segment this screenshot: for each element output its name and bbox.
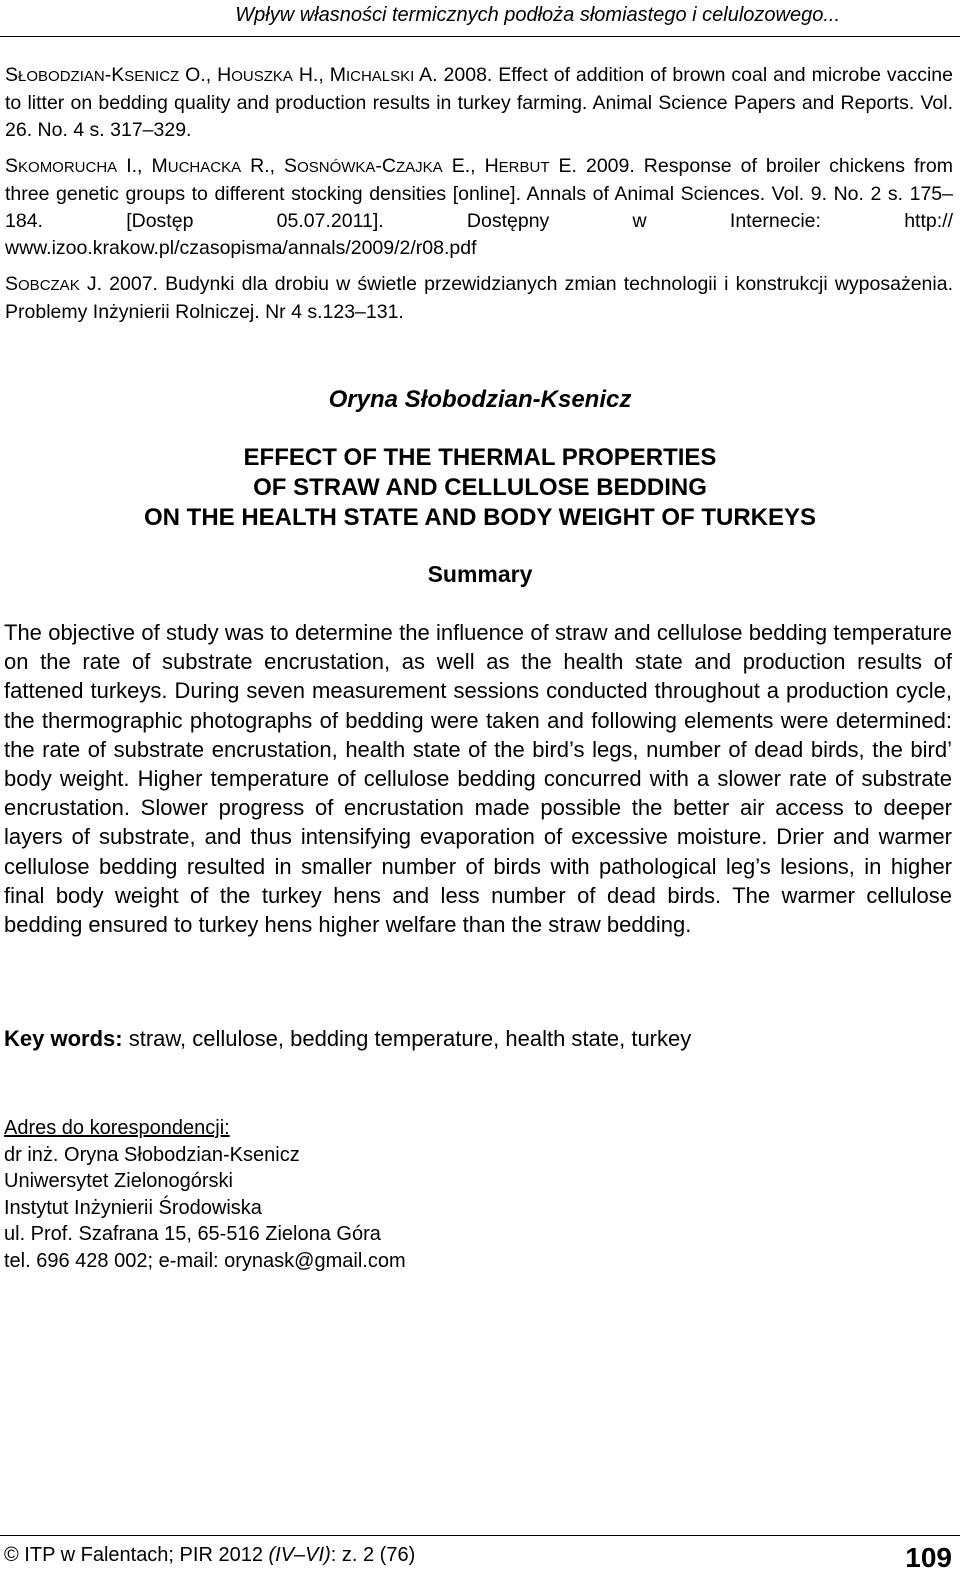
title-line: ON THE HEALTH STATE AND BODY WEIGHT OF TURKEYS	[144, 504, 816, 531]
address-line: tel. 696 428 002; e-mail: orynask@gmail.com	[4, 1249, 406, 1272]
reference-item: SOBCZAK J. 2007. Budynki dla drobiu w świetle przewidzianych zmian technologii i konstrukcji wyposażenia. Problemy Inżynierii Rolniczej. Nr 4 s.123–131.	[5, 273, 953, 323]
correspondence-heading: Adres do korespondencji:	[4, 1117, 230, 1139]
running-header	[0, 0, 960, 37]
address-line: ul. Prof. Szafrana 15, 65-516 Zielona Góra	[4, 1223, 381, 1245]
reference-text: 2008. Effect of addition of brown coal and microbe vaccine to litter on bedding quality and production results in turkey farming. Animal Science Papers and Reports. Vol. 26. No. 4 s. 317–329.	[5, 64, 953, 141]
article-author: Oryna Słobodzian-Ksenicz	[328, 386, 632, 413]
keywords	[4, 1026, 691, 1052]
title-line: OF STRAW AND CELLULOSE BEDDING	[253, 474, 707, 501]
address-line: Uniwersytet Zielonogórski	[4, 1170, 233, 1192]
page-footer	[0, 1535, 960, 1578]
reference-text: 2007. Budynki dla drobiu w świetle przewidzianych zmian technologii i konstrukcji wyposażenia. Problemy Inżynierii Rolniczej. Nr 4 s.123–131.	[5, 273, 953, 323]
keywords-label: Key words:	[4, 1026, 123, 1051]
summary-heading: Summary	[427, 561, 533, 587]
reference-item: SKOMORUCHA I., MUCHACKA R., SOSNÓWKA-CZAJKA E., HERBUT E. 2009. Response of broiler chickens from three genetic groups to different stocking densities [online]. Annals of Animal Sciences. Vol. 9. No. 2 s. 175–184. [Dostęp 05.07.2011]. Dostępny w Internecie: http:// www.izoo.krakow.pl/czasopisma/annals/2009/2/r08.pdf	[5, 155, 953, 259]
address-line: Instytut Inżynierii Środowiska	[4, 1196, 262, 1219]
footer-citation: © ITP w Falentach; PIR 2012 (IV–VI): z. 2 (76)	[4, 1544, 416, 1566]
article-title	[0, 443, 960, 533]
reference-list	[5, 62, 953, 335]
reference-text: 2009. Response of broiler chickens from three genetic groups to different stocking densities [online]. Annals of Animal Sciences. Vol. 9. No. 2 s. 175–184. [Dostęp 05.07.2011]. Dostępny w Internecie: http:// www.izoo.krakow.pl/czasopisma/annals/2009/2/r08.pdf	[5, 155, 953, 259]
reference-item: SŁOBODZIAN-KSENICZ O., HOUSZKA H., MICHALSKI A. 2008. Effect of addition of brown coal and microbe vaccine to litter on bedding quality and production results in turkey farming. Animal Science Papers and Reports. Vol. 26. No. 4 s. 317–329.	[5, 64, 953, 141]
page-number: 109	[905, 1542, 952, 1573]
address-line: dr inż. Oryna Słobodzian-Ksenicz	[4, 1143, 300, 1166]
summary-text: The objective of study was to determine the influence of straw and cellulose bedding temperature on the rate of substrate encrustation, as well as the health state and production results of fattened turkeys. During seven measurement sessions conducted throughout a production cycle, the thermographic photographs of bedding were taken and following elements were determined: the rate of substrate encrustation, health state of the bird’s legs, number of dead birds, the bird’ body weight. Higher temperature of cellulose bedding concurred with a slower rate of substrate encrustation. Slower progress of encrustation made possible the better air access to deeper layers of substrate, and thus intensifying evaporation of excessive moisture. Drier and warmer cellulose bedding resulted in smaller number of birds with pathological leg’s lesions, in higher final body weight of the turkey hens and less number of dead birds. The warmer cellulose bedding ensured to turkey hens higher welfare than the straw bedding.	[4, 620, 952, 938]
keywords-text: straw, cellulose, bedding temperature, health state, turkey	[122, 1026, 692, 1051]
running-title: Wpływ własności termicznych podłoża słomiastego i celulozowego...	[235, 4, 840, 26]
correspondence-address	[4, 1115, 406, 1274]
title-line: EFFECT OF THE THERMAL PROPERTIES	[243, 444, 717, 471]
